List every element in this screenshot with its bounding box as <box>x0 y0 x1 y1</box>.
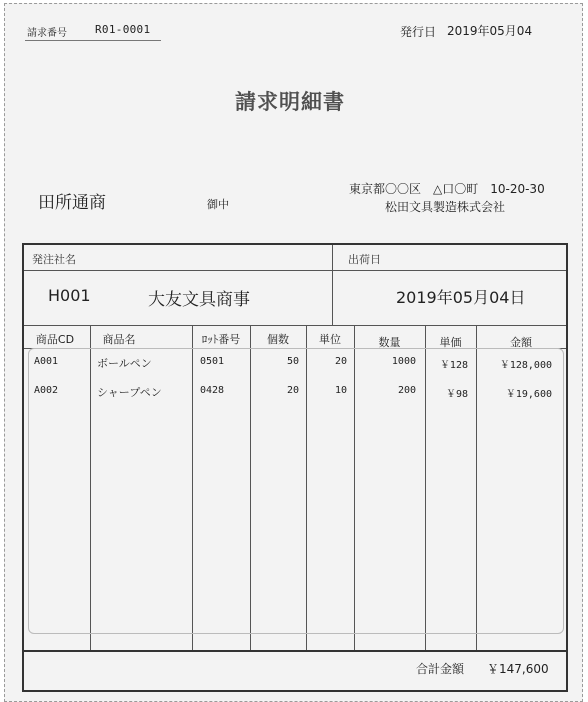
info-row-divider <box>24 270 566 271</box>
col-header-amount: 金額 <box>510 336 532 349</box>
row1-quantity: 1000 <box>391 356 416 367</box>
total-label: 合計金額 <box>416 662 465 676</box>
row2-pieces: 20 <box>286 385 299 396</box>
row1-item-name: ボールペン <box>97 357 152 370</box>
total-divider <box>24 650 566 652</box>
invoice-page <box>4 3 583 702</box>
col-header-lot-number: ﾛｯﾄ番号 <box>201 333 241 346</box>
row1-pieces: 50 <box>286 356 299 367</box>
row1-lot-number: 0501 <box>200 356 225 367</box>
row1-unit: 20 <box>334 356 347 367</box>
invoice-number-underline <box>25 40 161 41</box>
issuer-company: 松田文具製造株式会社 <box>385 200 506 214</box>
col-header-pieces: 個数 <box>267 333 289 346</box>
row1-amount: ￥128,000 <box>499 360 552 371</box>
row2-item-name: シャープペン <box>97 386 162 399</box>
page-title: 請求明細書 <box>235 90 345 114</box>
invoice-number-label: 請求番号 <box>27 28 67 39</box>
col-header-unit: 単位 <box>319 333 341 346</box>
info-col-divider <box>332 245 333 325</box>
total-amount: ￥147,600 <box>487 662 549 676</box>
invoice-number: R01-0001 <box>95 23 151 36</box>
row2-amount: ￥19,600 <box>505 389 552 400</box>
order-detail-box <box>22 243 568 692</box>
client-code: H001 <box>48 286 91 305</box>
row2-quantity: 200 <box>397 385 416 396</box>
client-name: 大友文具商事 <box>148 290 250 310</box>
issuer-address: 東京都〇〇区 △口〇町 10-20-30 <box>349 182 545 196</box>
row1-unit-price: ￥128 <box>439 360 468 371</box>
info-bottom-divider <box>24 325 566 326</box>
row2-lot-number: 0428 <box>200 385 225 396</box>
customer-honorific: 御中 <box>207 198 229 211</box>
row2-unit: 10 <box>334 385 347 396</box>
col-header-item-name: 商品名 <box>102 333 136 346</box>
col-header-unit-price: 単価 <box>439 336 462 349</box>
col-header-item-code: 商品CD <box>35 333 75 346</box>
issue-date: 2019年05月04 <box>447 24 533 38</box>
ship-date-label: 出荷日 <box>348 253 381 266</box>
col-header-quantity: 数量 <box>378 336 401 349</box>
row1-item-code: A001 <box>34 356 59 367</box>
row2-item-code: A002 <box>34 385 59 396</box>
customer-name: 田所通商 <box>38 193 106 213</box>
ship-date: 2019年05月04日 <box>396 288 526 307</box>
row2-unit-price: ￥98 <box>445 389 468 400</box>
client-label: 発注社名 <box>32 253 76 266</box>
issue-date-label: 発行日 <box>400 25 437 39</box>
